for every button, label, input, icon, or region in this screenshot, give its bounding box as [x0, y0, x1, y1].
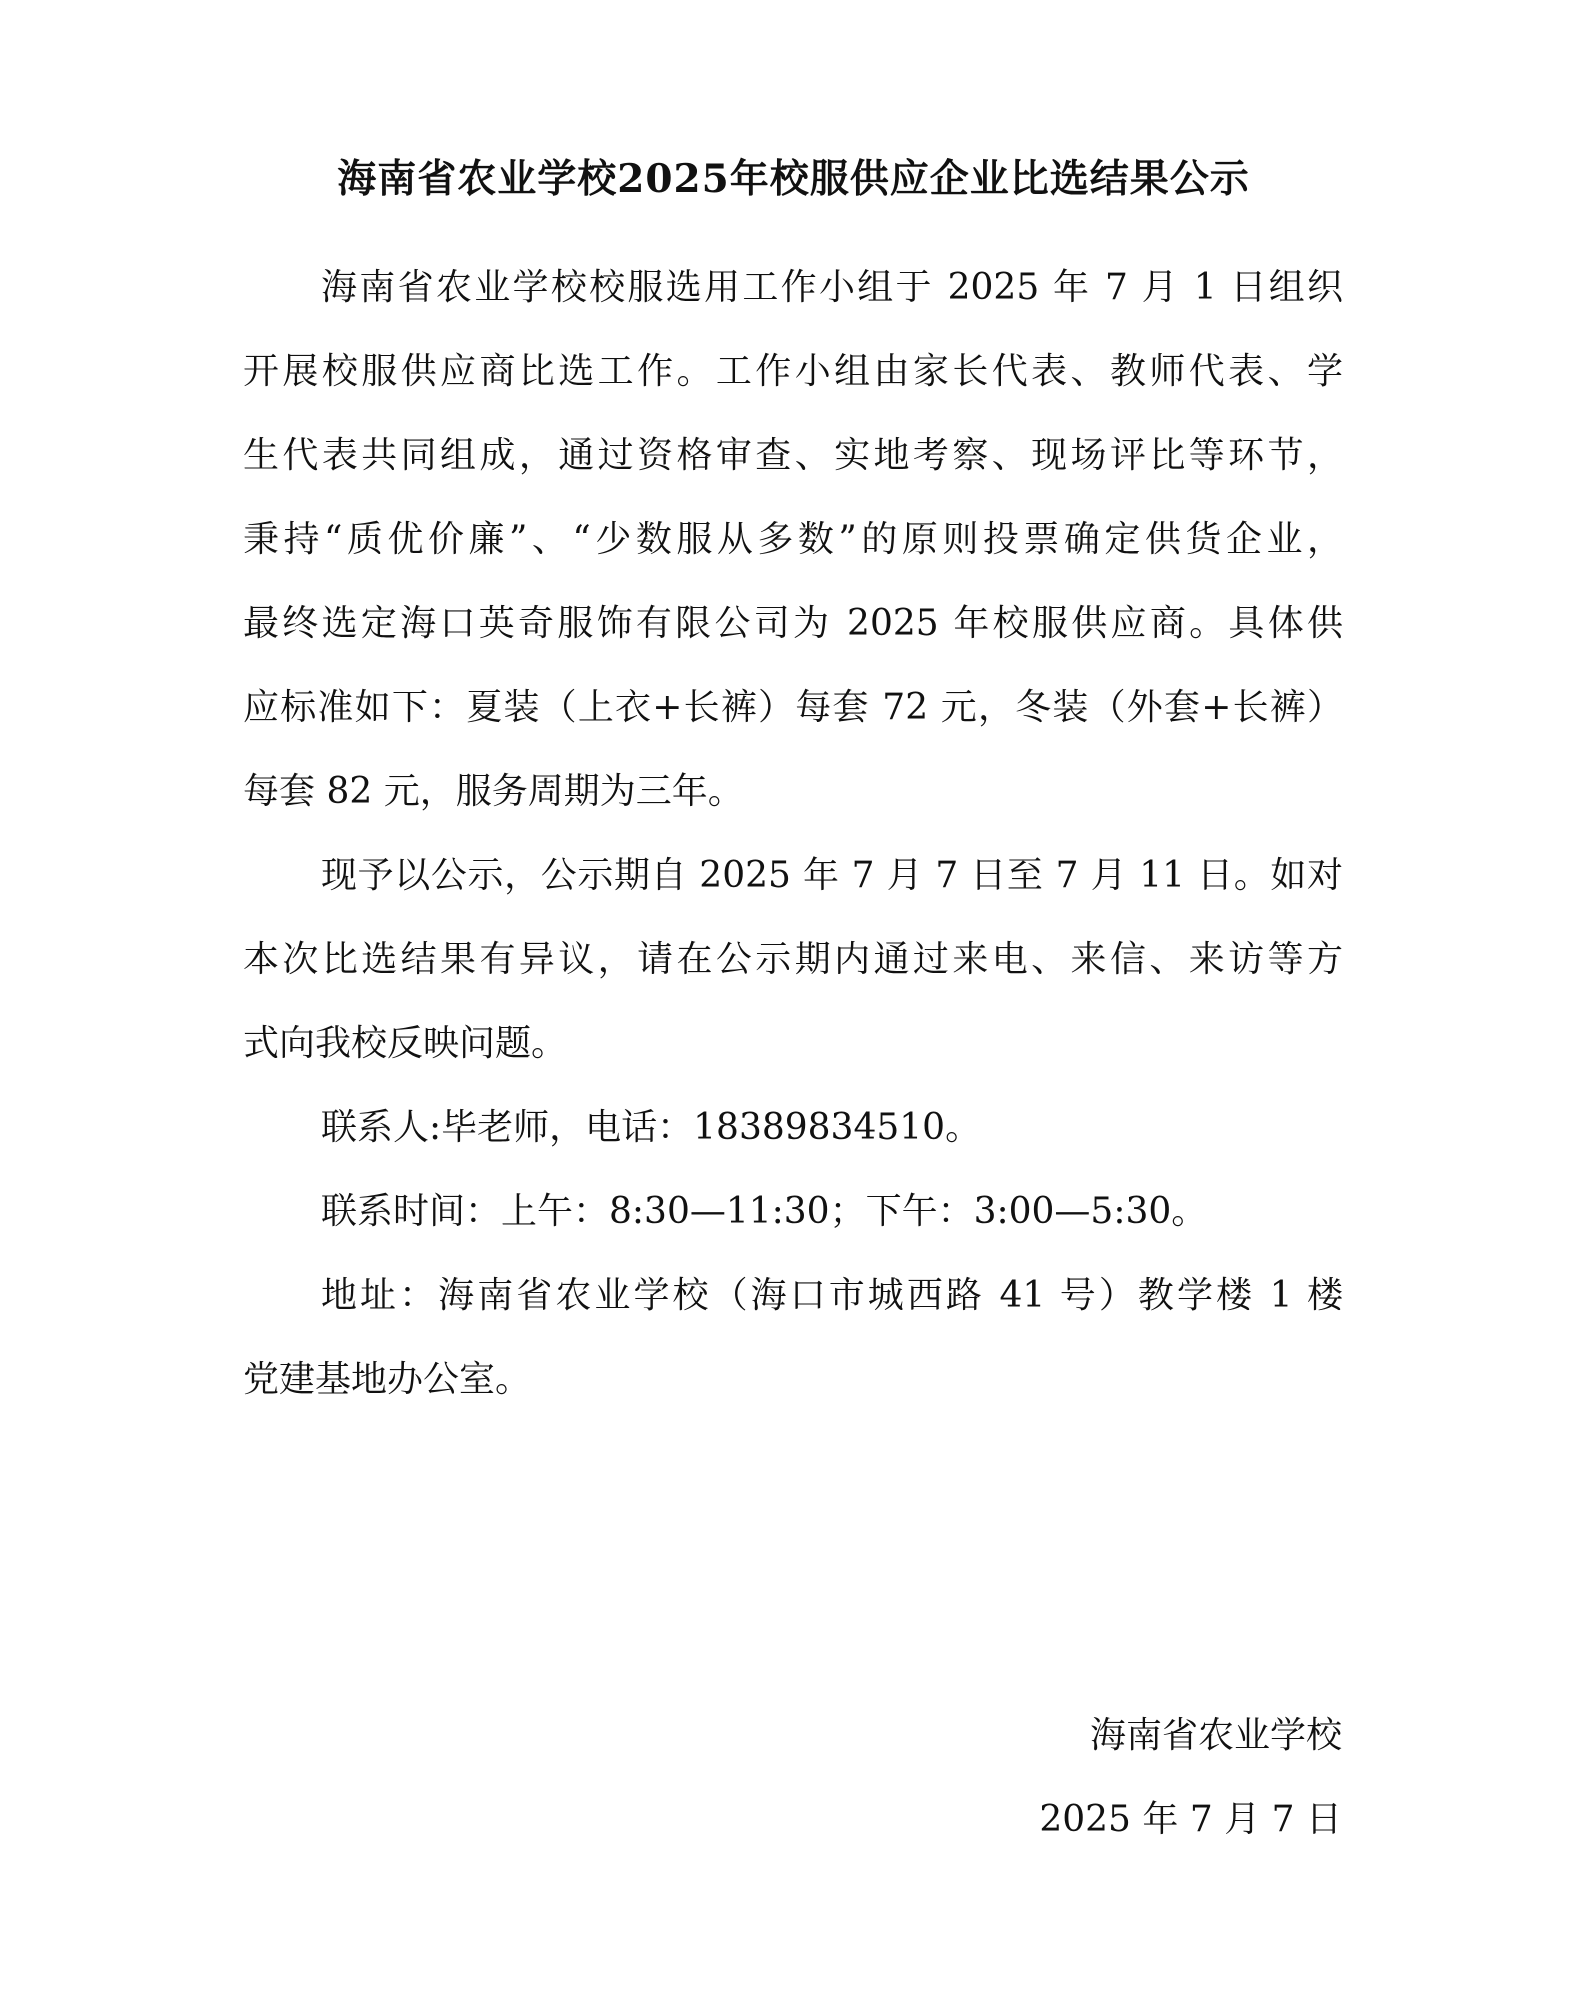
signature-organization: 海南省农业学校: [1089, 1715, 1342, 1756]
contact-time-line: 联系时间：上午：8:30—11:30；下午：3:00—5:30。: [321, 1191, 1208, 1232]
paragraph1-line-4: 秉持“质优价廉”、“少数服从多数”的原则投票确定供货企业，: [243, 519, 1343, 560]
contact-person-line: 联系人:毕老师，电话：18389834510。: [321, 1107, 982, 1148]
paragraph2-line-2: 本次比选结果有异议，请在公示期内通过来电、来信、来访等方: [243, 939, 1343, 980]
address-line-1: 地址：海南省农业学校（海口市城西路 41 号）教学楼 1 楼: [321, 1275, 1343, 1316]
paragraph1-line-5: 最终选定海口英奇服饰有限公司为 2025 年校服供应商。具体供: [243, 603, 1343, 644]
paragraph1-line-6: 应标准如下：夏装（上衣+长裤）每套 72 元，冬装（外套+长裤）: [243, 687, 1343, 728]
paragraph1-line-3: 生代表共同组成，通过资格审查、实地考察、现场评比等环节，: [243, 435, 1343, 476]
paragraph1-line-7: 每套 82 元，服务周期为三年。: [243, 771, 744, 812]
paragraph2-line-1: 现予以公示，公示期自 2025 年 7 月 7 日至 7 月 11 日。如对: [321, 855, 1343, 896]
document-title: 海南省农业学校2025年校服供应企业比选结果公示: [337, 156, 1250, 202]
paragraph2-line-3: 式向我校反映问题。: [243, 1023, 568, 1064]
paragraph1-line-2: 开展校服供应商比选工作。工作小组由家长代表、教师代表、学: [243, 351, 1343, 392]
address-line-2: 党建基地办公室。: [243, 1359, 532, 1400]
signature-date: 2025 年 7 月 7 日: [1039, 1799, 1342, 1840]
paragraph1-line-1: 海南省农业学校校服选用工作小组于 2025 年 7 月 1 日组织: [321, 267, 1343, 308]
